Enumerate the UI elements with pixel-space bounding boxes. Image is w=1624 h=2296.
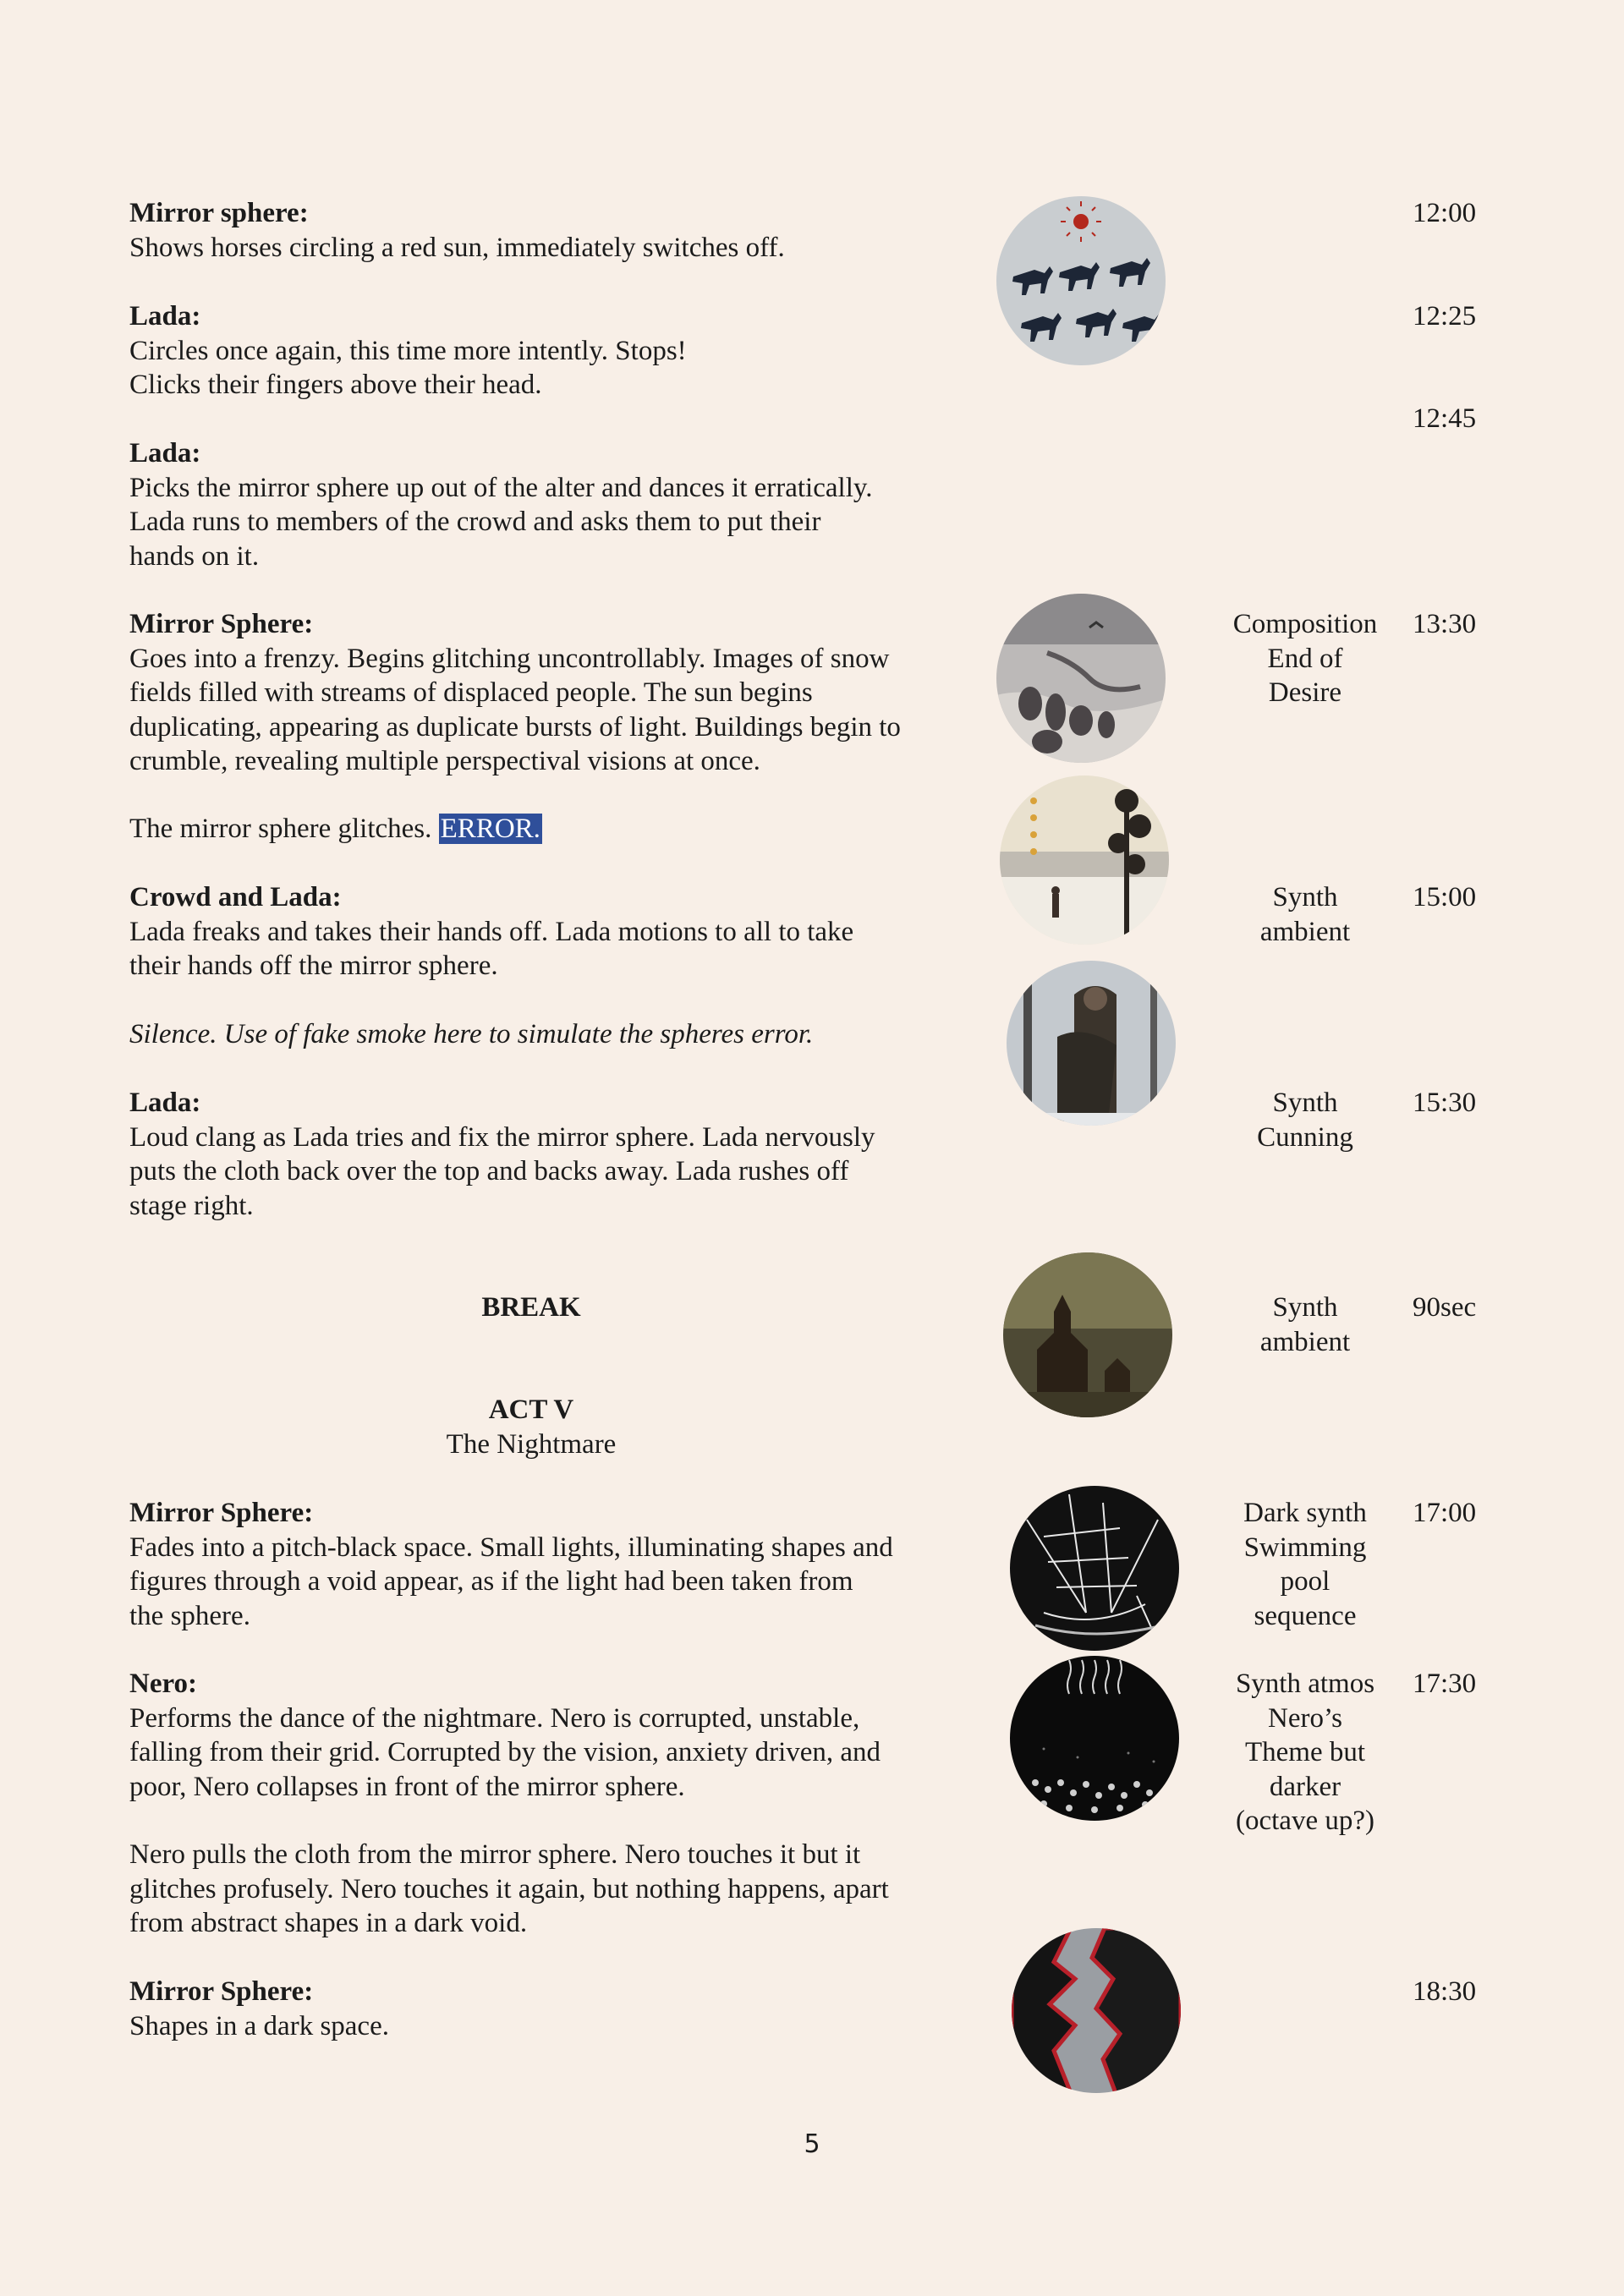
stage-direction: Circles once again, this time more intently. Stops! — [129, 335, 687, 366]
stage-direction: Picks the mirror sphere up out of the alter and dances it erratically. — [129, 472, 873, 503]
speaker-label: Lada: — [129, 1088, 201, 1118]
cue-line: Swimming — [1243, 1532, 1367, 1563]
cue-line: Nero’s — [1268, 1702, 1342, 1734]
stage-direction: puts the cloth back over the top and backs away. Lada rushes off — [129, 1156, 849, 1186]
music-cue-synth-atmos — [1205, 1667, 1405, 1838]
timestamp: 12:25 — [1413, 301, 1477, 332]
cue-line: Dark synth — [1243, 1498, 1367, 1528]
stage-direction: Goes into a frenzy. Begins glitching uncontrollably. Images of snow — [129, 643, 890, 674]
cue-line: End of — [1267, 643, 1343, 674]
snowy-landscape-figure-image — [1000, 775, 1169, 945]
act-subtitle: The Nightmare — [446, 1428, 617, 1460]
stage-direction: hands on it. — [129, 540, 260, 572]
cue-line: Cunning — [1257, 1121, 1353, 1153]
cue-line: Desire — [1268, 677, 1342, 708]
stage-direction: their hands off the mirror sphere. — [129, 951, 498, 981]
script-block-glitch — [129, 812, 941, 847]
stage-direction: stage right. — [129, 1190, 254, 1221]
script-block-mirror-sphere-3 — [129, 1496, 941, 1633]
script-block-mirror-sphere-4 — [129, 1975, 941, 2043]
script-block-silence — [129, 1017, 941, 1052]
stage-direction: Lada runs to members of the crowd and asks them to put their — [129, 507, 821, 537]
music-cue-dark-synth — [1205, 1496, 1405, 1633]
script-block-crowd-lada — [129, 880, 941, 984]
act-heading — [129, 1393, 933, 1461]
speaker-label: Lada: — [129, 438, 201, 469]
cue-line: ambient — [1259, 916, 1351, 947]
cue-line: (octave up?) — [1236, 1806, 1374, 1836]
cue-line: Synth — [1272, 882, 1338, 912]
cue-line: pool — [1280, 1566, 1330, 1597]
timestamp: 12:45 — [1413, 403, 1477, 434]
stage-direction: crumble, revealing multiple perspectival visions at once. — [129, 746, 760, 776]
stage-direction: The mirror sphere glitches. — [129, 814, 432, 844]
cue-line: Theme but — [1244, 1737, 1366, 1767]
script-block-nero-2 — [129, 1838, 941, 1941]
stage-direction: Lada freaks and takes their hands off. Lada motions to all to take — [129, 916, 854, 947]
cue-line: darker — [1269, 1771, 1341, 1802]
timestamp: 17:30 — [1413, 1669, 1477, 1699]
music-cue-composition — [1205, 607, 1405, 710]
timestamp: 15:00 — [1413, 882, 1477, 912]
page-number: 5 — [804, 2129, 820, 2159]
stage-direction: Fades into a pitch-black space. Small lights, illuminating shapes and — [129, 1532, 893, 1563]
horses-red-sun-image — [996, 196, 1166, 365]
stage-direction: figures through a void appear, as if the light had been taken from — [129, 1566, 853, 1597]
stage-direction: the sphere. — [129, 1600, 250, 1631]
snow-field-soldiers-image — [996, 594, 1166, 763]
stage-direction: Silence. Use of fake smoke here to simulate the spheres error. — [129, 1019, 814, 1049]
speaker-label: Lada: — [129, 301, 201, 332]
speaker-label: Mirror sphere: — [129, 198, 309, 228]
ghost-ship-image — [1010, 1486, 1179, 1651]
speaker-label: Mirror Sphere: — [129, 1976, 314, 2007]
stage-direction: fields filled with streams of displaced people. The sun begins — [129, 677, 813, 708]
cue-line: Composition — [1232, 609, 1378, 639]
cue-line: Synth — [1272, 1088, 1338, 1118]
cue-line: sequence — [1254, 1600, 1357, 1631]
stage-direction: falling from their grid. Corrupted by the vision, anxiety driven, and — [129, 1737, 881, 1767]
cue-line: Synth atmos — [1235, 1669, 1375, 1699]
figures-in-forest-image — [1007, 961, 1176, 1126]
stage-direction: from abstract shapes in a dark void. — [129, 1908, 528, 1938]
stage-direction: Clicks their fingers above their head. — [129, 370, 542, 400]
speaker-label: Nero: — [129, 1669, 198, 1699]
stage-direction: duplicating, appearing as duplicate bursts of light. Buildings begin to — [129, 711, 901, 743]
script-block-mirror-sphere-2 — [129, 607, 941, 779]
music-cue-synth-ambient-2 — [1205, 1290, 1405, 1359]
speaker-label: Mirror Sphere: — [129, 1498, 314, 1528]
script-block-lada-3 — [129, 1086, 941, 1223]
timestamp: 90sec — [1413, 1292, 1477, 1323]
cue-line: ambient — [1259, 1326, 1351, 1357]
gothic-church-image — [1003, 1252, 1172, 1417]
script-block-nero-1 — [129, 1667, 941, 1804]
timestamp: 13:30 — [1413, 609, 1477, 639]
music-cue-synth-cunning — [1205, 1086, 1405, 1154]
stage-direction: Shapes in a dark space. — [129, 2010, 389, 2041]
cue-line: Synth — [1272, 1292, 1338, 1323]
stage-direction: Performs the dance of the nightmare. Nero is corrupted, unstable, — [129, 1702, 860, 1734]
timestamp: 18:30 — [1413, 1976, 1477, 2007]
speaker-label: Mirror Sphere: — [129, 609, 314, 639]
script-block-lada-1 — [129, 299, 941, 403]
script-block-lada-2 — [129, 436, 941, 573]
timestamp: 12:00 — [1413, 198, 1477, 228]
stage-direction: Loud clang as Lada tries and fix the mirror sphere. Lada nervously — [129, 1121, 875, 1153]
break-heading: BREAK — [481, 1292, 581, 1323]
stage-direction: Nero pulls the cloth from the mirror sphere. Nero touches it but it — [129, 1839, 861, 1870]
dark-crowd-lights-image — [1010, 1656, 1179, 1821]
stage-direction: glitches profusely. Nero touches it again, but nothing happens, apart — [129, 1873, 889, 1904]
stage-direction: poor, Nero collapses in front of the mirror sphere. — [129, 1771, 685, 1802]
timestamp: 15:30 — [1413, 1088, 1477, 1118]
timestamp: 17:00 — [1413, 1498, 1477, 1528]
stage-direction: Shows horses circling a red sun, immediately switches off. — [129, 232, 785, 263]
red-abstract-shapes-image — [1012, 1928, 1181, 2093]
error-highlight: ERROR. — [440, 814, 540, 844]
act-title: ACT V — [488, 1395, 574, 1425]
script-block-mirror-sphere-1 — [129, 196, 941, 265]
music-cue-synth-ambient-1 — [1205, 880, 1405, 949]
speaker-label: Crowd and Lada: — [129, 882, 342, 912]
